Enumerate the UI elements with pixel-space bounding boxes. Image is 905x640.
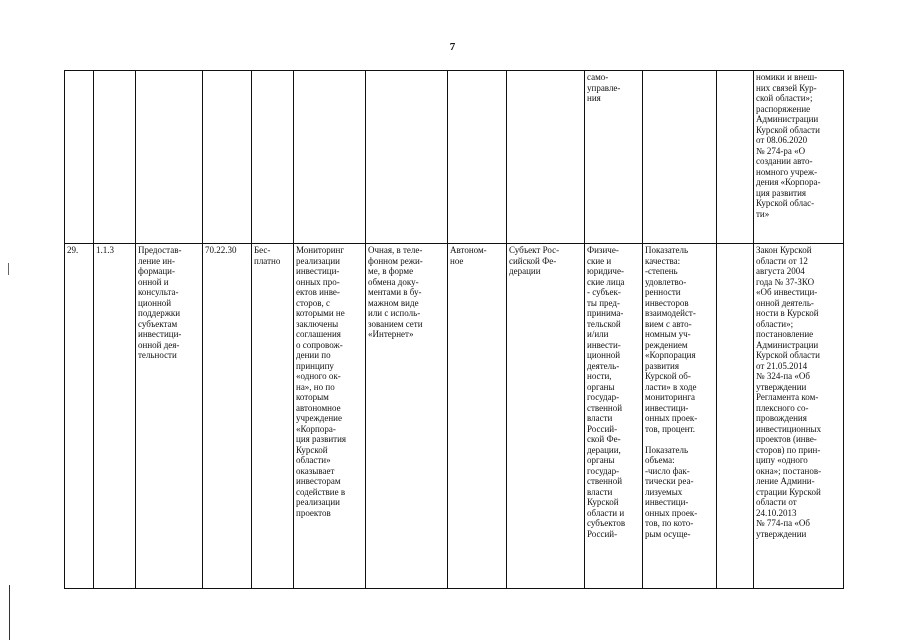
cell-indicators: Показатель качества: -степень удовлетво- ренности инвесторов взаимодейст- вием с авто- номным уч- реждением «Корпорация развития Курской об- ласти» в ходе мониторинга инвестици- онных проек- тов, процент. Показатель объема: -число фак- тически реа- лизуемых инвестици- онных проек- тов, по кото- рым осуще- — [643, 244, 717, 589]
cell-consumers-cont: само- управле- ния — [585, 71, 643, 244]
cell-empty — [94, 71, 136, 244]
cell-empty — [136, 71, 203, 244]
cell-blank — [717, 244, 754, 589]
cell-institution-type: Автоном- ное — [448, 244, 507, 589]
cell-empty — [252, 71, 294, 244]
cell-empty — [294, 71, 366, 244]
services-table — [64, 70, 844, 589]
table-row-continuation — [65, 71, 844, 244]
scan-edge-mark — [8, 263, 9, 275]
cell-empty — [717, 71, 754, 244]
cell-payment: Бес- платно — [252, 244, 294, 589]
cell-empty — [203, 71, 252, 244]
cell-empty — [643, 71, 717, 244]
cell-okved: 70.22.30 — [203, 244, 252, 589]
cell-form: Очная, в теле- фонном режи- ме, в форме обмена доку- ментами в бу- мажном виде или с исполь- зованием сети «Интернет» — [366, 244, 448, 589]
cell-service-name: Предостав- ление ин- формаци- онной и консульта- ционной поддержки субъектам инвестици- онной дея- тельности — [136, 244, 203, 589]
cell-empty — [65, 71, 94, 244]
cell-content: Мониторинг реализации инвестици- онных про- ектов инве- сторов, с которыми не заключены соглашения о сопровож- дении по принципу «одного ок- на», но по которым автономное учреждение «Корпора- ция развития Курской области» оказывает инвесторам содействие в реализации проектов — [294, 244, 366, 589]
table-row — [65, 244, 844, 589]
cell-consumers: Физиче- ские и юридиче- ские лица - субъек- ты пред- принима- тельской и/или инвести- ционной деятель- ности, органы государ- ственной власти Россий- ской Фе- дерации, органы государ- ственной власти Курской области и субъектов Россий- — [585, 244, 643, 589]
scan-edge-line — [9, 585, 10, 640]
cell-empty — [366, 71, 448, 244]
cell-founder: Субъект Рос- сийской Фе- дерации — [507, 244, 585, 589]
cell-legal-basis-cont: номики и внеш- них связей Кур- ской области»; распоряжение Администрации Курской области от 08.06.2020 № 274-ра «О создании авто- номного учреж- дения «Корпора- ция развития Курской облас- ти» — [754, 71, 844, 244]
cell-row-number: 29. — [65, 244, 94, 589]
cell-empty — [507, 71, 585, 244]
cell-code: 1.1.3 — [94, 244, 136, 589]
cell-empty — [448, 71, 507, 244]
cell-legal-basis: Закон Курской области от 12 августа 2004 года № 37-ЗКО «Об инвестици- онной деятель- ности в Курской области»; постановление Администрации Курской области от 21.05.2014 № 324-па «Об утверждении Регламента ком- плексного со- провождения инвестиционных проектов (инве- сторов) по прин- ципу «одного окна»; постанов- ление Админи- страции Курской области от 24.10.2013 № 774-па «Об утверждении — [754, 244, 844, 589]
page-number: 7 — [449, 41, 456, 53]
